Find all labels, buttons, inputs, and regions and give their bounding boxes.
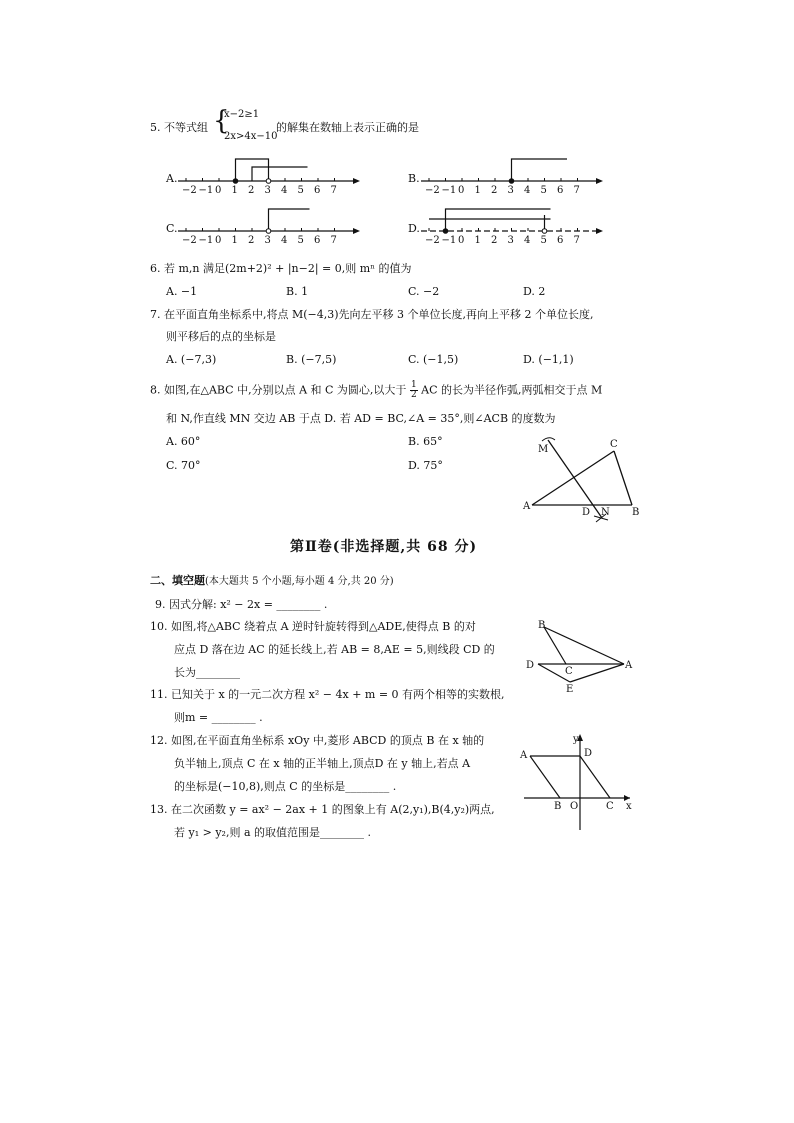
segment-ac (532, 451, 614, 505)
q8-stem-1 (150, 381, 602, 400)
label-c: C (606, 801, 614, 812)
q8-option-a: A. 60° (166, 435, 201, 448)
solution-ray (269, 209, 310, 231)
q8-stem-2: 和 N,作直线 MN 交边 AB 于点 D. 若 AD = BC,∠A = 35°,则∠ACB 的度数为 (166, 412, 556, 425)
axis-arrow (596, 228, 603, 234)
tick-label: 2 (248, 235, 255, 246)
tick-label: 4 (524, 185, 531, 196)
solution-ray (446, 209, 551, 231)
tick-label: 3 (264, 185, 271, 196)
q8-fraction: $\frac{1}{2}$ (410, 380, 417, 400)
label-e: E (566, 684, 574, 695)
q13-stem-2: 若 y₁ > y₂,则 a 的取值范围是________ . (174, 826, 371, 839)
tick-label: 1 (474, 235, 481, 246)
tick-label: 1 (231, 185, 238, 196)
tick-label: 0 (458, 235, 465, 246)
label-c: C (565, 666, 573, 677)
line-mn (548, 440, 602, 518)
q5-inequality-1: x−2≥1 (224, 109, 260, 120)
q13-stem-1: 13. 在二次函数 y = ax² − 2ax + 1 的图象上有 A(2,y₁),B(4,y₂)两点, (150, 803, 495, 816)
tick-label: 3 (507, 235, 514, 246)
q7-option-c: C. (−1,5) (408, 353, 459, 366)
number-line-c (178, 205, 378, 245)
tick-label: 2 (491, 185, 498, 196)
tick-label: 1 (231, 235, 238, 246)
tick-label: 5 (297, 185, 304, 196)
tick-label: 4 (524, 235, 531, 246)
segment-dc (580, 756, 610, 798)
q6-option-d: D. 2 (523, 285, 546, 298)
q5-option-d-label: D. (408, 222, 420, 235)
tick-label: 0 (215, 235, 222, 246)
solution-ray (252, 167, 308, 181)
tick-label: 2 (491, 235, 498, 246)
tick-label: 4 (281, 185, 288, 196)
tick-label: 7 (573, 185, 580, 196)
tick-label: −2 (425, 185, 440, 196)
q9-stem: 9. 因式分解: x² − 2x = ________ . (155, 598, 328, 611)
q5-prefix: 5. 不等式组 (150, 121, 208, 134)
q12-rhombus-figure (518, 730, 638, 835)
closed-point (443, 229, 448, 234)
tick-label: 7 (573, 235, 580, 246)
tick-label: 6 (557, 185, 564, 196)
label-c: C (610, 439, 618, 450)
tick-label: −1 (198, 185, 214, 196)
q7-stem-1: 7. 在平面直角坐标系中,将点 M(−4,3)先向左平移 3 个单位长度,再向上平移 2 个单位长度, (150, 308, 594, 321)
q6-option-c: C. −2 (408, 285, 440, 298)
label-b: B (538, 620, 546, 631)
q8-stem-1b: AC 的长为半径作弧,两弧相交于点 M (421, 383, 603, 397)
part-2-note: (本大题共 5 个小题,每小题 4 分,共 20 分) (205, 576, 394, 587)
open-point (266, 179, 271, 184)
tick-label: 5 (540, 185, 547, 196)
q5-option-b-label: B. (408, 172, 420, 185)
q8-option-c: C. 70° (166, 459, 201, 472)
q5-option-a-label: A. (166, 172, 178, 185)
tick-label: 6 (557, 235, 564, 246)
tick-label: 3 (507, 185, 514, 196)
label-a: A (520, 750, 528, 761)
tick-label: 0 (215, 185, 222, 196)
tick-label: 6 (314, 185, 321, 196)
label-d: D (584, 748, 593, 759)
q7-option-a: A. (−7,3) (166, 353, 217, 366)
q6-option-a: A. −1 (166, 285, 198, 298)
q5-inequality-2: 2x>4x−10 (224, 131, 278, 142)
system-brace: { (213, 106, 230, 136)
q7-option-b: B. (−7,5) (286, 353, 337, 366)
label-d: D (526, 660, 535, 671)
q8-triangle-figure (522, 434, 652, 524)
label-x: x (626, 801, 632, 812)
q10-rotation-figure (524, 619, 634, 694)
closed-point (509, 179, 514, 184)
label-d: D (582, 507, 591, 518)
label-o: O (570, 801, 579, 812)
q5-suffix: 的解集在数轴上表示正确的是 (276, 121, 419, 134)
label-b: B (632, 507, 640, 518)
open-point (266, 229, 271, 234)
segment-ab (530, 756, 560, 798)
tick-label: 0 (458, 185, 465, 196)
label-a: A (523, 501, 531, 512)
q6-option-b: B. 1 (286, 285, 309, 298)
axis-arrow (596, 178, 603, 184)
open-point (542, 229, 547, 234)
label-y: y (573, 734, 579, 745)
axis-arrow (353, 228, 360, 234)
tick-label: −1 (441, 185, 457, 196)
label-b: B (554, 801, 562, 812)
part-2-title: 二、填空题 (150, 574, 205, 587)
label-n: N (601, 507, 610, 518)
label-a: A (625, 660, 633, 671)
tick-label: 4 (281, 235, 288, 246)
q11-stem-1: 11. 已知关于 x 的一元二次方程 x² − 4x + m = 0 有两个相等的实数根, (150, 688, 505, 701)
tick-label: −2 (182, 185, 197, 196)
q8-option-d: D. 75° (408, 459, 443, 472)
closed-point (233, 179, 238, 184)
number-line-d (421, 205, 621, 245)
tick-label: 2 (248, 185, 255, 196)
tick-label: 7 (330, 185, 337, 196)
tick-label: 5 (540, 235, 547, 246)
q10-stem-1: 10. 如图,将△ABC 绕着点 A 逆时针旋转得到△ADE,使得点 B 的对 (150, 620, 476, 633)
q11-stem-2: 则m = ________ . (174, 711, 263, 724)
tick-label: −2 (425, 235, 440, 246)
q12-stem-3: 的坐标是(−10,8),则点 C 的坐标是________ . (174, 780, 397, 793)
segment-ba (544, 627, 624, 664)
tick-label: 3 (264, 235, 271, 246)
number-line-b (421, 155, 621, 195)
tick-label: 7 (330, 235, 337, 246)
q5-option-c-label: C. (166, 222, 178, 235)
tick-label: 6 (314, 235, 321, 246)
label-m: M (538, 444, 549, 455)
tick-label: −1 (441, 235, 457, 246)
q7-option-d: D. (−1,1) (523, 353, 574, 366)
tick-label: −2 (182, 235, 197, 246)
section-2-title: 第Ⅱ卷(非选择题,共 68 分) (290, 539, 478, 555)
q12-stem-2: 负半轴上,顶点 C 在 x 轴的正半轴上,顶点D 在 y 轴上,若点 A (174, 757, 471, 770)
tick-label: −1 (198, 235, 214, 246)
number-line-a (178, 155, 378, 195)
q6-stem: 6. 若 m,n 满足(2m+2)² + |n−2| = 0,则 mⁿ 的值为 (150, 262, 412, 275)
solution-ray (512, 159, 568, 181)
q10-stem-2: 应点 D 落在边 AC 的延长线上,若 AB = 8,AE = 5,则线段 CD 的 (174, 643, 495, 656)
q8-option-b: B. 65° (408, 435, 443, 448)
q10-stem-3: 长为________ (174, 666, 240, 679)
q8-stem-1a: 8. 如图,在△ABC 中,分别以点 A 和 C 为圆心,以大于 (150, 383, 407, 397)
segment-ea (570, 664, 624, 682)
tick-label: 5 (297, 235, 304, 246)
axis-arrow (353, 178, 360, 184)
q12-stem-1: 12. 如图,在平面直角坐标系 xOy 中,菱形 ABCD 的顶点 B 在 x 轴的 (150, 734, 485, 747)
segment-cb (614, 451, 632, 505)
tick-label: 1 (474, 185, 481, 196)
q7-stem-2: 则平移后的点的坐标是 (166, 330, 276, 343)
